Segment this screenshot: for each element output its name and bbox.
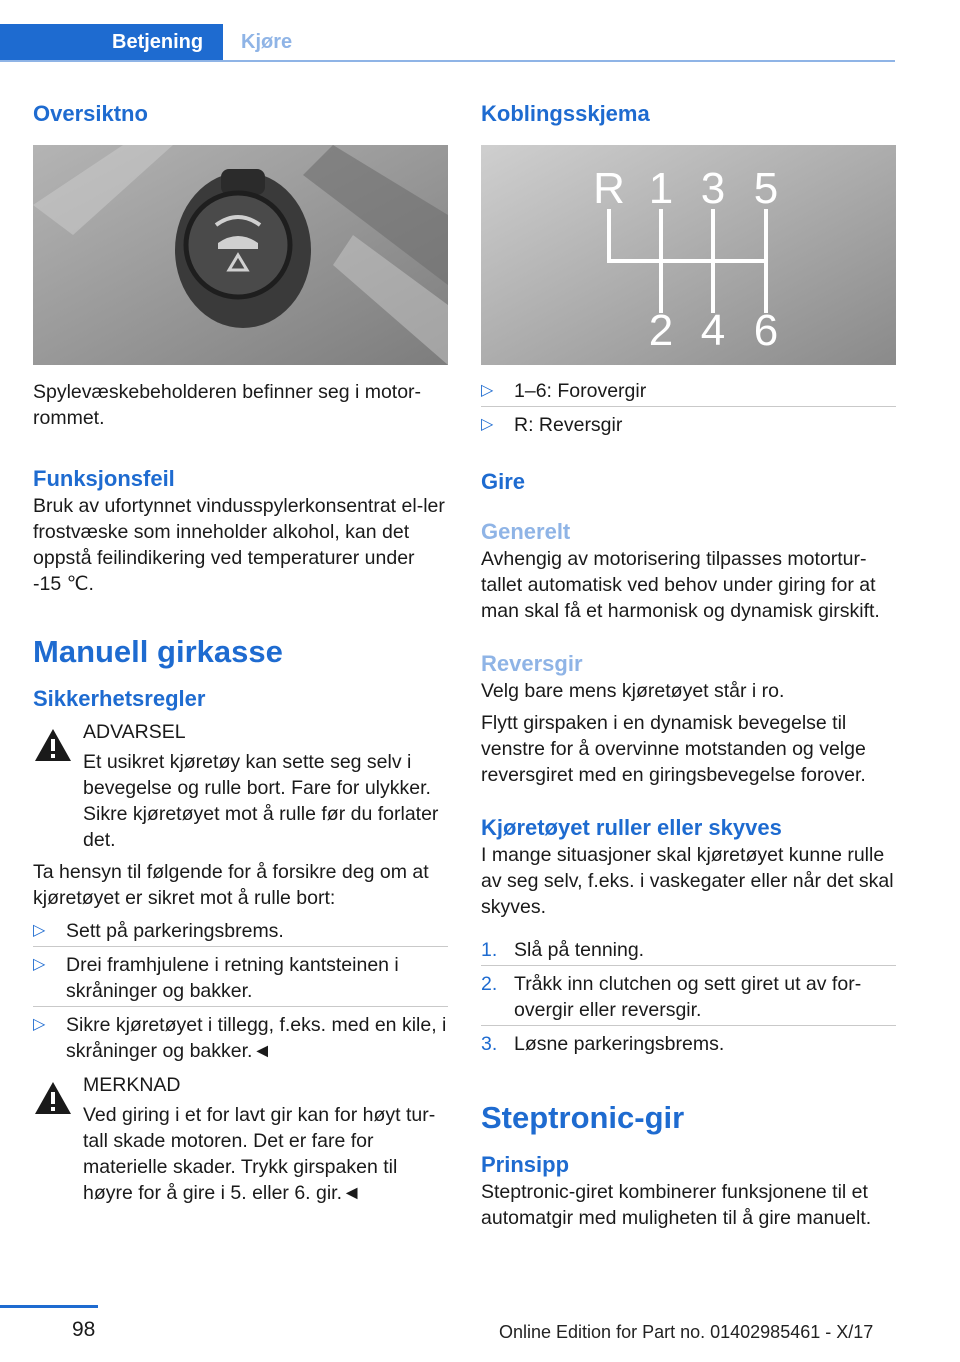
heading-oversikt: Oversiktno	[33, 101, 148, 126]
warning-title: ADVARSEL	[83, 721, 186, 743]
gear-label-5: 5	[753, 164, 779, 213]
washer-reservoir-photo	[33, 145, 448, 365]
warning-triangle-icon	[33, 1080, 73, 1116]
heading-prinsipp: Prinsipp	[481, 1152, 570, 1177]
generelt-text: Avhengig av motorisering tilpasses motortur-tallet automatisk ved behov under giring for at man skal få et harmonisk og dynamisk girskift.	[481, 548, 880, 622]
warning-text: Et usikret kjøretøy kan sette seg selv i bevegelse og rulle bort. Fare for ulykker. Sikre kjøretøyet mot å rulle før du forlater det.	[83, 751, 439, 851]
photo-caption: Spylevæskebeholderen befinner seg i motor-rommet.	[33, 381, 422, 429]
list-item: 3. Løsne parkeringsbrems.	[481, 1025, 896, 1059]
heading-generelt: Generelt	[481, 519, 571, 544]
page-number: 98	[72, 1318, 96, 1341]
bullet-icon: ▷	[481, 382, 494, 399]
tab-kjore[interactable]: Kjøre	[241, 31, 293, 53]
warning-advarsel	[33, 719, 448, 853]
list-item: ▷ Sett på parkeringsbrems.	[33, 920, 284, 942]
warning-merknad	[33, 1072, 448, 1206]
footer-edition: Online Edition for Part no. 01402985461 - X/17	[499, 1322, 874, 1342]
bullet-icon: ▷	[481, 416, 494, 433]
reversgir-text-2: Flytt girspaken i en dynamisk bevegelse til venstre for å overvinne motstanden og velge reversgiret med en giringsbevegelse forover.	[481, 712, 866, 786]
gear-label-6: 6	[753, 306, 779, 355]
funksjonsfeil-text: Bruk av ufortynnet vindusspylerkonsentrat el-ler frostvæske som inneholder alkohol, kan det oppstå feilindikering ved temperaturer under -15 ℃.	[33, 495, 445, 595]
heading-manuell-girkasse: Manuell girkasse	[33, 634, 283, 669]
prinsipp-text: Steptronic-giret kombinerer funksjonene til et automatgir med muligheten til å gire manuelt.	[481, 1181, 872, 1229]
header-tabs	[0, 24, 895, 62]
list-item: 2. Tråkk inn clutchen og sett giret ut av for-overgir eller reversgir.	[481, 965, 896, 1025]
list-item: ▷ 1–6: Forovergir	[481, 380, 647, 402]
reversgir-text-1: Velg bare mens kjøretøyet står i ro.	[481, 680, 785, 702]
list-item: 1. Slå på tenning.	[481, 939, 645, 961]
notice-text: Ved giring i et for lavt gir kan for høyt tur-tall skade motoren. Det er fare for materielle skader. Trykk girspaken til høyre for å gire i 5. eller 6. gir.◄	[83, 1104, 436, 1204]
safety-list	[33, 913, 448, 1066]
notice-title: MERKNAD	[83, 1074, 181, 1096]
gear-label-r: R	[593, 164, 625, 213]
gear-list	[481, 373, 896, 440]
tab-betjening[interactable]: Betjening	[112, 31, 204, 53]
gear-label-4: 4	[700, 306, 726, 355]
right-column	[481, 100, 896, 1231]
tab-underline	[0, 60, 895, 62]
gear-label-3: 3	[700, 164, 726, 213]
gear-label-2: 2	[648, 306, 674, 355]
heading-koblingsskjema: Koblingsskjema	[481, 101, 650, 126]
list-item: ▷ Sikre kjøretøyet i tillegg, f.eks. med en kile, i skråninger og bakker.◄	[33, 1006, 448, 1066]
left-column	[33, 100, 448, 1206]
list-item: ▷ Drei framhjulene i retning kantsteinen i skråninger og bakker.	[33, 946, 448, 1006]
shift-pattern-diagram	[481, 145, 896, 365]
washer-reservoir-illustration	[33, 145, 448, 365]
footer-line	[0, 1305, 98, 1308]
ruller-text: I mange situasjoner skal kjøretøyet kunne rulle av seg selv, f.eks. i vaskegater eller når det skal skyves.	[481, 844, 894, 918]
heading-reversgir: Reversgir	[481, 651, 583, 676]
shift-pattern-illustration	[481, 145, 896, 365]
bullet-icon: ▷	[33, 956, 46, 973]
bullet-icon: ▷	[33, 922, 46, 939]
heading-gire: Gire	[481, 469, 526, 494]
heading-ruller: Kjøretøyet ruller eller skyves	[481, 815, 782, 840]
heading-funksjonsfeil: Funksjonsfeil	[33, 466, 175, 491]
warning-triangle-icon	[33, 727, 73, 763]
gear-label-1: 1	[648, 164, 674, 213]
bullet-icon: ▷	[33, 1016, 46, 1033]
list-item: ▷ R: Reversgir	[481, 406, 896, 440]
heading-sikkerhetsregler: Sikkerhetsregler	[33, 686, 206, 711]
heading-steptronic: Steptronic-gir	[481, 1100, 685, 1135]
intro-text: Ta hensyn til følgende for å forsikre deg om at kjøretøyet er sikret mot å rulle bort:	[33, 861, 429, 909]
steps-list	[481, 932, 896, 1059]
